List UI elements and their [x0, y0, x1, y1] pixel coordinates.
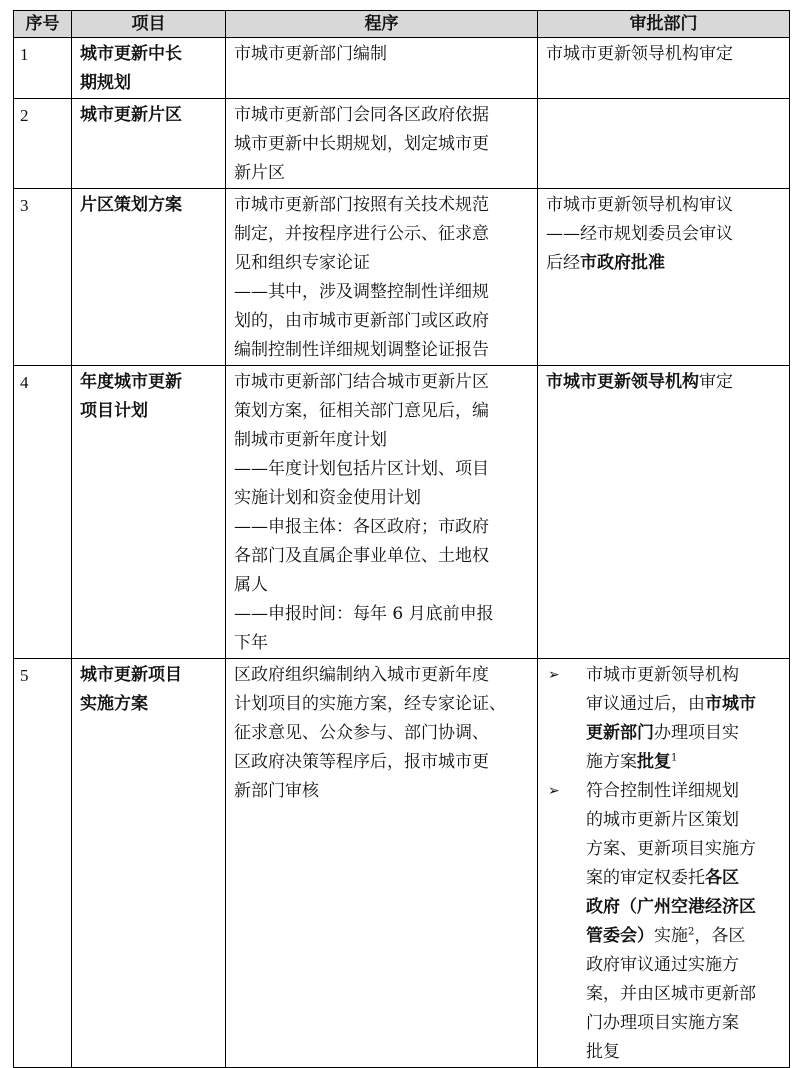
approval-line: [586, 922, 785, 951]
approval-line: 的城市更新片区策划: [586, 810, 739, 830]
table-row: [14, 38, 790, 99]
footnote-ref-2[interactable]: 2: [688, 926, 695, 938]
approval-line: 方案、更新项目实施方: [586, 839, 756, 859]
item-cell: [72, 38, 226, 99]
procedure-line: 编制控制性详细规划调整论证报告: [234, 340, 489, 360]
procedure-line: ——其中，涉及调整控制性详细规: [234, 282, 489, 302]
procedure-line: 市城市更新部门编制: [234, 44, 387, 64]
row-number: 1: [14, 38, 72, 99]
approval-text: 审定: [699, 372, 733, 392]
procedure-line: ——申报时间：每年 6 月底前申报: [234, 604, 494, 624]
table-row: [14, 189, 790, 366]
arrow-bullet-icon: ➢: [548, 667, 560, 683]
bullet-text: [586, 661, 785, 777]
approval-text: 施方案: [586, 752, 637, 772]
procedure-cell: [226, 189, 538, 366]
procedure-line: 区政府决策等程序后，报市城市更: [234, 752, 489, 772]
header-no: 序号: [14, 11, 72, 38]
item-line: 实施方案: [80, 694, 148, 714]
procedure-line: 征求意见、公众参与、部门协调、: [234, 723, 489, 743]
approval-text: 办理项目实: [654, 723, 739, 743]
procedure-cell: [226, 38, 538, 99]
approval-text: 案的审定权委托: [586, 868, 705, 888]
item-cell: [72, 189, 226, 366]
approval-line: 政府审议通过实施方: [586, 955, 739, 975]
procedure-cell: [226, 99, 538, 189]
bullet-text: [586, 777, 785, 1067]
approval-bullet: [546, 661, 785, 777]
procedure-line: 新片区: [234, 163, 285, 183]
procedure-line: 下年: [234, 633, 268, 653]
procedure-line: ——年度计划包括片区计划、项目: [234, 459, 489, 479]
approval-bullet: [546, 777, 785, 1067]
approval-line: [586, 864, 785, 893]
procedure-line: 计划项目的实施方案，经专家论证、: [234, 694, 506, 714]
row-number: 4: [14, 366, 72, 659]
row-number: 3: [14, 189, 72, 366]
procedure-line: 实施计划和资金使用计划: [234, 488, 421, 508]
procedure-cell: [226, 659, 538, 1068]
approval-text: ，各区: [694, 926, 746, 946]
approval-line: 市城市更新领导机构审定: [546, 44, 733, 64]
procedure-line: 城市更新中长期规划，划定城市更: [234, 134, 489, 154]
procedure-line: 各部门及直属企事业单位、土地权: [234, 546, 489, 566]
approval-emphasis: 市城市: [705, 694, 756, 714]
approval-emphasis: 更新部门: [586, 723, 654, 743]
arrow-bullet-icon: ➢: [548, 783, 560, 799]
procedure-cell: [226, 366, 538, 659]
approval-line: 符合控制性详细规划: [586, 781, 739, 801]
procedure-line: 市城市更新部门会同各区政府依据: [234, 105, 489, 125]
approval-cell: [538, 366, 790, 659]
procedure-line: 划的，由市城市更新部门或区政府: [234, 311, 489, 331]
approval-text: 审议通过后，由: [586, 694, 705, 714]
approval-emphasis: 管委会）: [586, 926, 654, 946]
item-line: 城市更新中长: [80, 44, 182, 64]
approval-line: [586, 690, 785, 719]
approval-line: 门办理项目实施方案: [586, 1013, 739, 1033]
approval-line: 批复: [586, 1042, 620, 1062]
approval-line: 市城市更新领导机构审议: [546, 195, 733, 215]
procedure-line: ——申报主体：各区政府；市政府: [234, 517, 489, 537]
procedure-line: 策划方案，征相关部门意见后，编: [234, 401, 489, 421]
row-number: 5: [14, 659, 72, 1068]
procedure-line: 制城市更新年度计划: [234, 430, 387, 450]
procedure-line: 属人: [234, 575, 268, 595]
procedure-line: 区政府组织编制纳入城市更新年度: [234, 665, 489, 685]
table-row: [14, 99, 790, 189]
procedure-line: 市城市更新部门按照有关技术规范: [234, 195, 489, 215]
table-row: [14, 366, 790, 659]
item-line: 项目计划: [80, 401, 148, 421]
item-cell: [72, 99, 226, 189]
item-cell: [72, 366, 226, 659]
item-line: 城市更新片区: [80, 105, 182, 125]
approval-emphasis: 批复: [637, 752, 671, 772]
item-line: 期规划: [80, 73, 131, 93]
approval-cell: [538, 38, 790, 99]
approval-line: 案，并由区城市更新部: [586, 984, 756, 1004]
header-item: 项目: [72, 11, 226, 38]
procedure-line: 见和组织专家论证: [234, 253, 370, 273]
approval-line: 市城市更新领导机构: [586, 665, 739, 685]
approval-text: 实施: [654, 926, 688, 946]
table-row: [14, 659, 790, 1068]
approval-line: [586, 748, 785, 777]
procedure-line: 市城市更新部门结合城市更新片区: [234, 372, 489, 392]
item-line: 年度城市更新: [80, 372, 182, 392]
approval-line: [586, 719, 785, 748]
procedure-line: 制定，并按程序进行公示、征求意: [234, 224, 489, 244]
approval-cell: [538, 189, 790, 366]
approval-cell: [538, 99, 790, 189]
approval-text: 后经: [546, 253, 580, 273]
header-row: [14, 11, 790, 38]
approval-emphasis: 市城市更新领导机构: [546, 372, 699, 392]
header-procedure: 程序: [226, 11, 538, 38]
approval-line: 政府（广州空港经济区: [586, 897, 756, 917]
row-number: 2: [14, 99, 72, 189]
footnote-ref-1[interactable]: 1: [671, 752, 678, 764]
approval-emphasis: 各区: [705, 868, 739, 888]
approval-line: ——经市规划委员会审议: [546, 224, 733, 244]
item-line: 城市更新项目: [80, 665, 182, 685]
item-cell: [72, 659, 226, 1068]
approval-cell: [538, 659, 790, 1068]
header-approval: 审批部门: [538, 11, 790, 38]
item-line: 片区策划方案: [80, 195, 182, 215]
approval-emphasis: 市政府批准: [580, 253, 665, 273]
approval-line: [546, 368, 785, 397]
approval-line: [546, 249, 785, 278]
approval-procedure-table: [13, 10, 790, 1068]
procedure-line: 新部门审核: [234, 781, 319, 801]
